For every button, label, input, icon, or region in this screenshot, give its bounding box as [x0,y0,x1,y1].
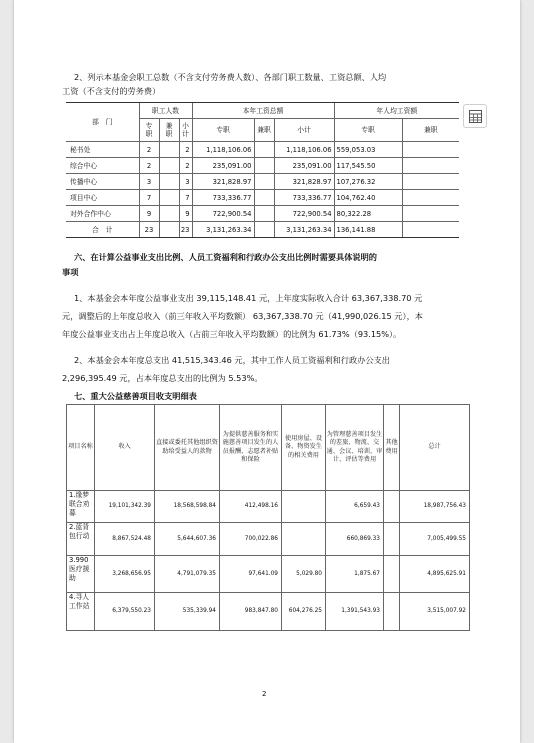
paragraph-1-line2: 元，调整后的上年度总收入（前三年收入平均数额） 63,367,338.70 元（41,990,026.15 元），本 [62,311,423,321]
table-row: 3.990医疗援助 3,268,656.95 4,791,079.35 97,641.09 5,029.80 1,875.67 4,895,625.91 [67,556,470,593]
paragraph-2-line1: 2、本基金会本年度总支出 41,515,343.46 元，其中工作人员工资福利和行政办公支出 [74,355,390,365]
wage-parttime-header: 兼职 [254,119,274,142]
col-income: 收入 [95,405,155,491]
subtotal-header: 小 计 [179,119,192,142]
staff-wage-table [66,102,459,238]
project-expense-table [66,404,470,631]
table-row: 1.缘梦联合劝募 19,101,342.39 18,568,598.84 412,498.16 6,659.43 18,987,756.43 [67,491,470,523]
wage-subtotal-header: 小计 [274,119,334,142]
paragraph-1-line3: 年度公益事业支出占上年度总收入（占前三年收入平均数额）的比例为 61.73%（93.15%）。 [62,329,402,339]
col-project-name: 项目名称 [67,405,95,491]
section-six-heading-line2: 事项 [62,267,79,277]
paragraph-2-line2: 2,296,395.49 元，占本年度总支出的比例为 5.53%。 [62,373,263,383]
table-row: 综合中心 2 2 235,091.00 235,091.00 117,545.50 [66,158,459,174]
table-icon [469,110,482,123]
section-seven-heading: 七、重大公益慈善项目收支明细表 [74,391,197,401]
staff-count-header: 职工人数 [139,103,192,119]
paragraph-1-line1: 1、本基金会本年度公益事业支出 39,115,148.41 元，上年度实际收入合计 63,367,338.70 元 [74,293,423,303]
staff-intro-line2: 工资（不含支付的劳务费） [62,86,161,96]
table-row: 2.蓝背包行动 8,867,524.48 5,644,607.36 700,022.86 660,869.33 7,005,499.55 [67,523,470,556]
table-total-row: 合 计 23 23 3,131,263.34 3,131,263.34 136,141.88 [66,222,459,238]
table-row: 4.寻人工作站 6,379,550.23 535,339.94 983,847.80 604,276.25 1,391,543.93 3,515,007.92 [67,593,470,631]
table-row: 秘书处 2 2 1,118,106.06 1,118,106.06 559,053.03 [66,142,459,158]
col-mgmt-cost: 为管理慈善项目发生的差旅、物流、交通、会议、培训、审计、评估等费用 [326,405,384,491]
fulltime-header: 专 职 [139,119,159,142]
wage-fulltime-header: 专职 [192,119,254,142]
table-tool-button[interactable] [463,104,487,128]
table-row: 传播中心 3 3 321,828.97 321,828.97 107,276.32 [66,174,459,190]
col-facility-cost: 使用房屋、设备、物资发生的相关费用 [282,405,326,491]
col-other-cost: 其他费用 [384,405,400,491]
document-page [14,0,520,743]
table-row: 项目中心 7 7 733,336.77 733,336.77 104,762.40 [66,190,459,206]
page-number: 2 [262,690,267,698]
col-direct-aid: 直接或委托其他组织资助给受益人的款物 [155,405,220,491]
dept-header: 部 门 [66,103,139,142]
total-wage-header: 本年工资总额 [192,103,334,119]
table-row: 对外合作中心 9 9 722,900.54 722,900.54 80,322.28 [66,206,459,222]
col-staff-cost: 为提供慈善服务和实施慈善项目发生的人员报酬、志愿者补贴和保险 [220,405,282,491]
parttime-header: 兼 职 [159,119,179,142]
section-six-heading-line1: 六、在计算公益事业支出比例、人员工资福利和行政办公支出比例时需要具体说明的 [74,252,377,262]
avg-fulltime-header: 专职 [334,119,402,142]
avg-wage-header: 年人均工资额 [334,103,459,119]
avg-parttime-header: 兼职 [402,119,459,142]
staff-intro-line1: 2、列示本基金会职工总数（不含支付劳务费人数）、各部门职工数量、工资总额、人均 [74,72,387,82]
col-total: 总计 [400,405,470,491]
